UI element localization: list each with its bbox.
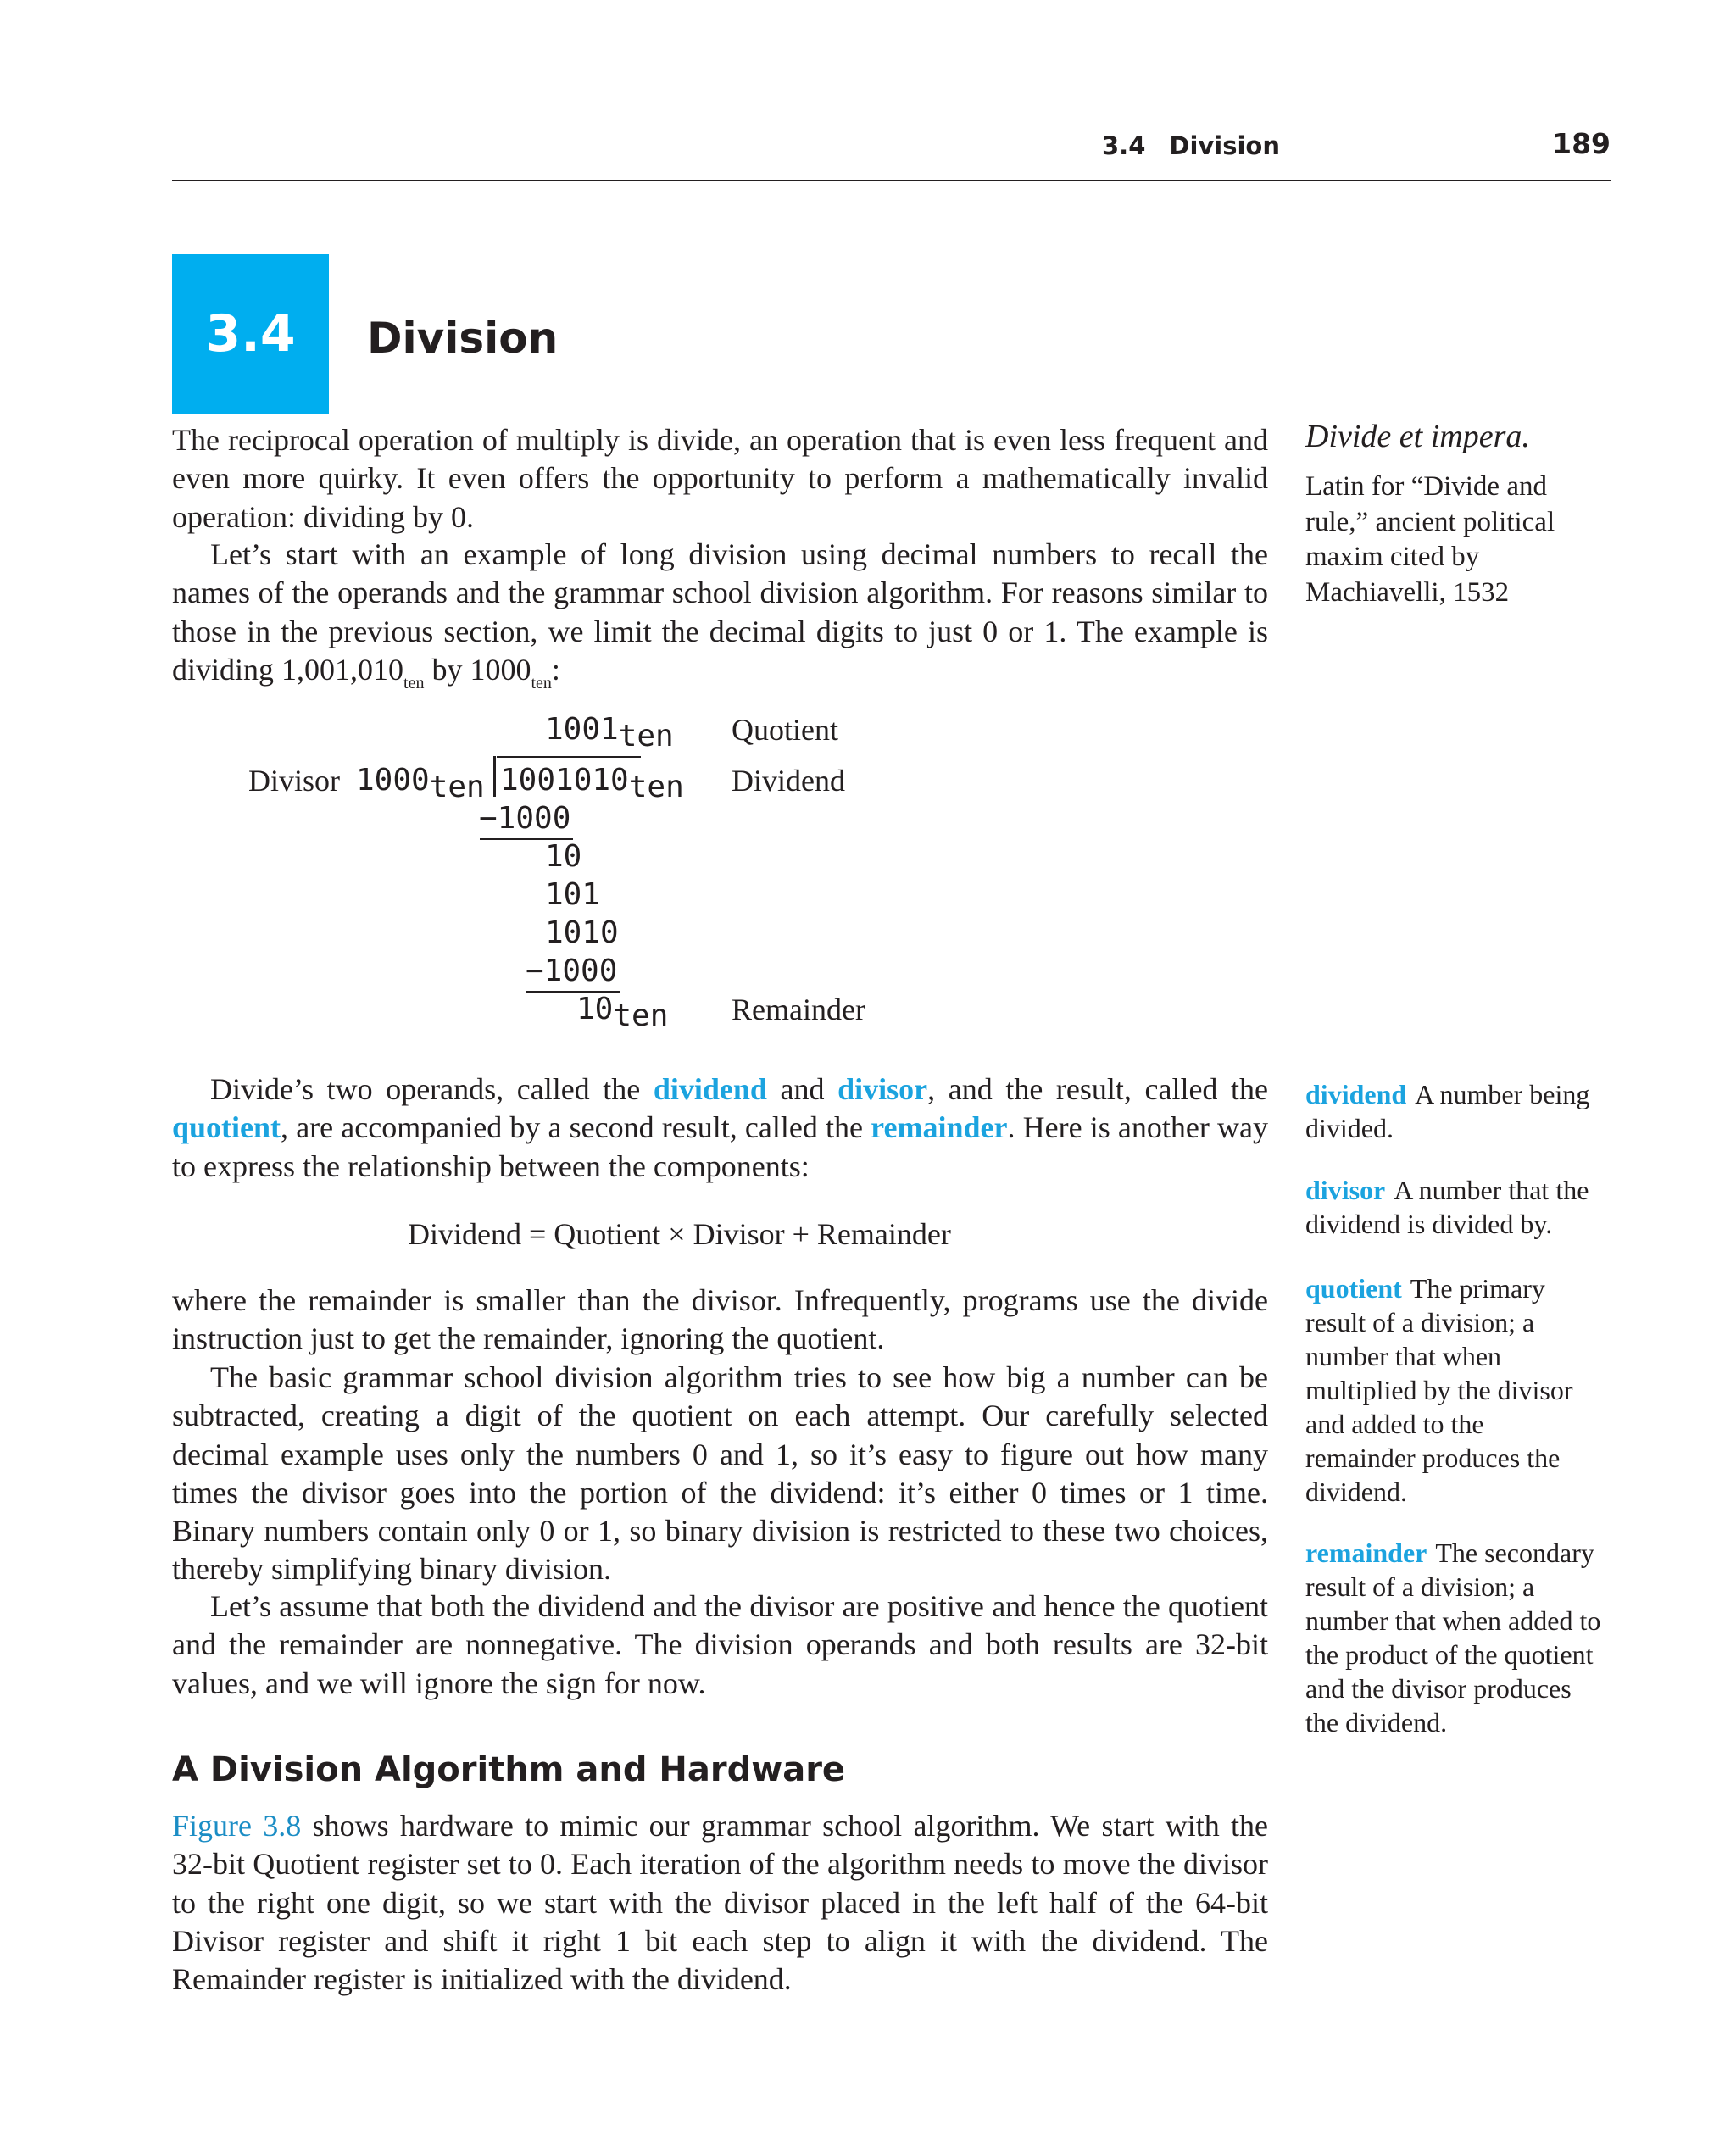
divisor-prefix: Divisor xyxy=(248,764,340,798)
figure-link[interactable]: Figure 3.8 xyxy=(172,1809,302,1843)
section-title: Division xyxy=(367,314,559,363)
remainder-label: Remainder xyxy=(732,993,865,1026)
running-header xyxy=(1102,131,1280,160)
term-quotient: quotient xyxy=(172,1110,281,1145)
quotient-value: 1001ten xyxy=(545,712,674,754)
subsection-heading: A Division Algorithm and Hardware xyxy=(172,1750,846,1789)
term-divisor: divisor xyxy=(837,1072,928,1106)
intro-paragraph-2: Let’s start with an example of long division using decimal numbers to recall the names of the operands and the grammar school division algorithm. For reasons similar to those in the previous section, we limit the decimal digits to just 0 or 1. The example is dividing $1,001,010_{ten}$ by $1000_{ten}$: xyxy=(172,537,1268,692)
assumption-paragraph: Let’s assume that both the dividend and the divisor are positive and hence the quotient and the remainder are nonnegative. The division operands and both results are 32-bit values, and we will ignore the sign for now. xyxy=(172,1589,1268,1700)
term-remainder: remainder xyxy=(871,1110,1008,1145)
margin-quote-gloss: Latin for “Divide and rule,” ancient political maxim cited by Machiavelli, 1532 xyxy=(1305,471,1555,608)
dividend-label: Dividend xyxy=(732,764,845,798)
remainder-paragraph: where the remainder is smaller than the divisor. Infrequently, programs use the divide instruction just to get the remainder, ignoring the quotient. xyxy=(172,1283,1268,1356)
term-dividend: dividend xyxy=(653,1072,767,1106)
margin-note-quotient: quotient The primary result of a division; a number that when multiplied by the divisor and added to the remainder produces the dividend. xyxy=(1305,1273,1573,1507)
long-division xyxy=(170,712,932,1051)
running-header-section-title: Division xyxy=(1169,131,1281,160)
division-bracket xyxy=(493,756,496,797)
partial-step-2: 10 xyxy=(545,839,582,874)
subtract-step-5: −1000 xyxy=(526,954,618,988)
margin-note-dividend: dividend A number being divided. xyxy=(1305,1079,1590,1143)
algorithm-paragraph: The basic grammar school division algorithm tries to see how big a number can be subtracted, creating a digit of the quotient on each attempt. Our carefully selected decimal example uses only the numbers 0 and 1, so it’s easy to figure out how many times the divisor goes into the portion of the dividend: it’s either 0 times or 1 time. Binary numbers contain only 0 or 1, so binary division is restricted to these two choices, thereby simplifying binary division. xyxy=(172,1360,1268,1587)
margin-note-divisor: divisor A number that the dividend is divided by. xyxy=(1305,1175,1589,1239)
dividend-value: 1001010ten xyxy=(500,763,684,804)
section-badge: 3.4 xyxy=(172,254,329,414)
division-bar xyxy=(497,756,641,758)
intro-paragraph-1: The reciprocal operation of multiply is divide, an operation that is even less frequent and even more quirky. It even offers the opportunity to perform a mathematically invalid operation: dividing by 0. xyxy=(172,423,1268,534)
margin-quote: Divide et impera. xyxy=(1305,419,1530,454)
partial-step-4: 1010 xyxy=(545,915,619,950)
partial-step-3: 101 xyxy=(545,877,601,912)
divisor-value: 1000ten xyxy=(356,763,485,804)
hardware-paragraph: Figure 3.8 shows hardware to mimic our grammar school algorithm. We start with the 32-bit Quotient register set to 0. Each iteration of the algorithm needs to move the divisor to the right one digit, so we start with the divisor placed in the left half of the 64-bit Divisor register and shift it right 1 bit each step to align it with the dividend. The Remainder register is initialized with the dividend. xyxy=(172,1809,1268,1997)
quotient-label: Quotient xyxy=(732,713,838,747)
running-header-section-number: 3.4 xyxy=(1102,131,1146,160)
margin-note-remainder: remainder The secondary result of a division; a number that when added to the product of the quotient and the divisor produces the dividend. xyxy=(1305,1538,1601,1738)
page-number: 189 xyxy=(1552,127,1611,160)
subtract-step-1: −1000 xyxy=(479,801,571,836)
operands-paragraph: Divide’s two operands, called the dividend and divisor, and the result, called the quotient, are accompanied by a second result, called the remainder. Here is another way to express the relationship between the components: xyxy=(172,1072,1269,1183)
header-rule xyxy=(172,180,1611,181)
remainder-value: 10ten xyxy=(576,992,669,1033)
equation: Dividend = Quotient × Divisor + Remainder xyxy=(408,1217,951,1251)
